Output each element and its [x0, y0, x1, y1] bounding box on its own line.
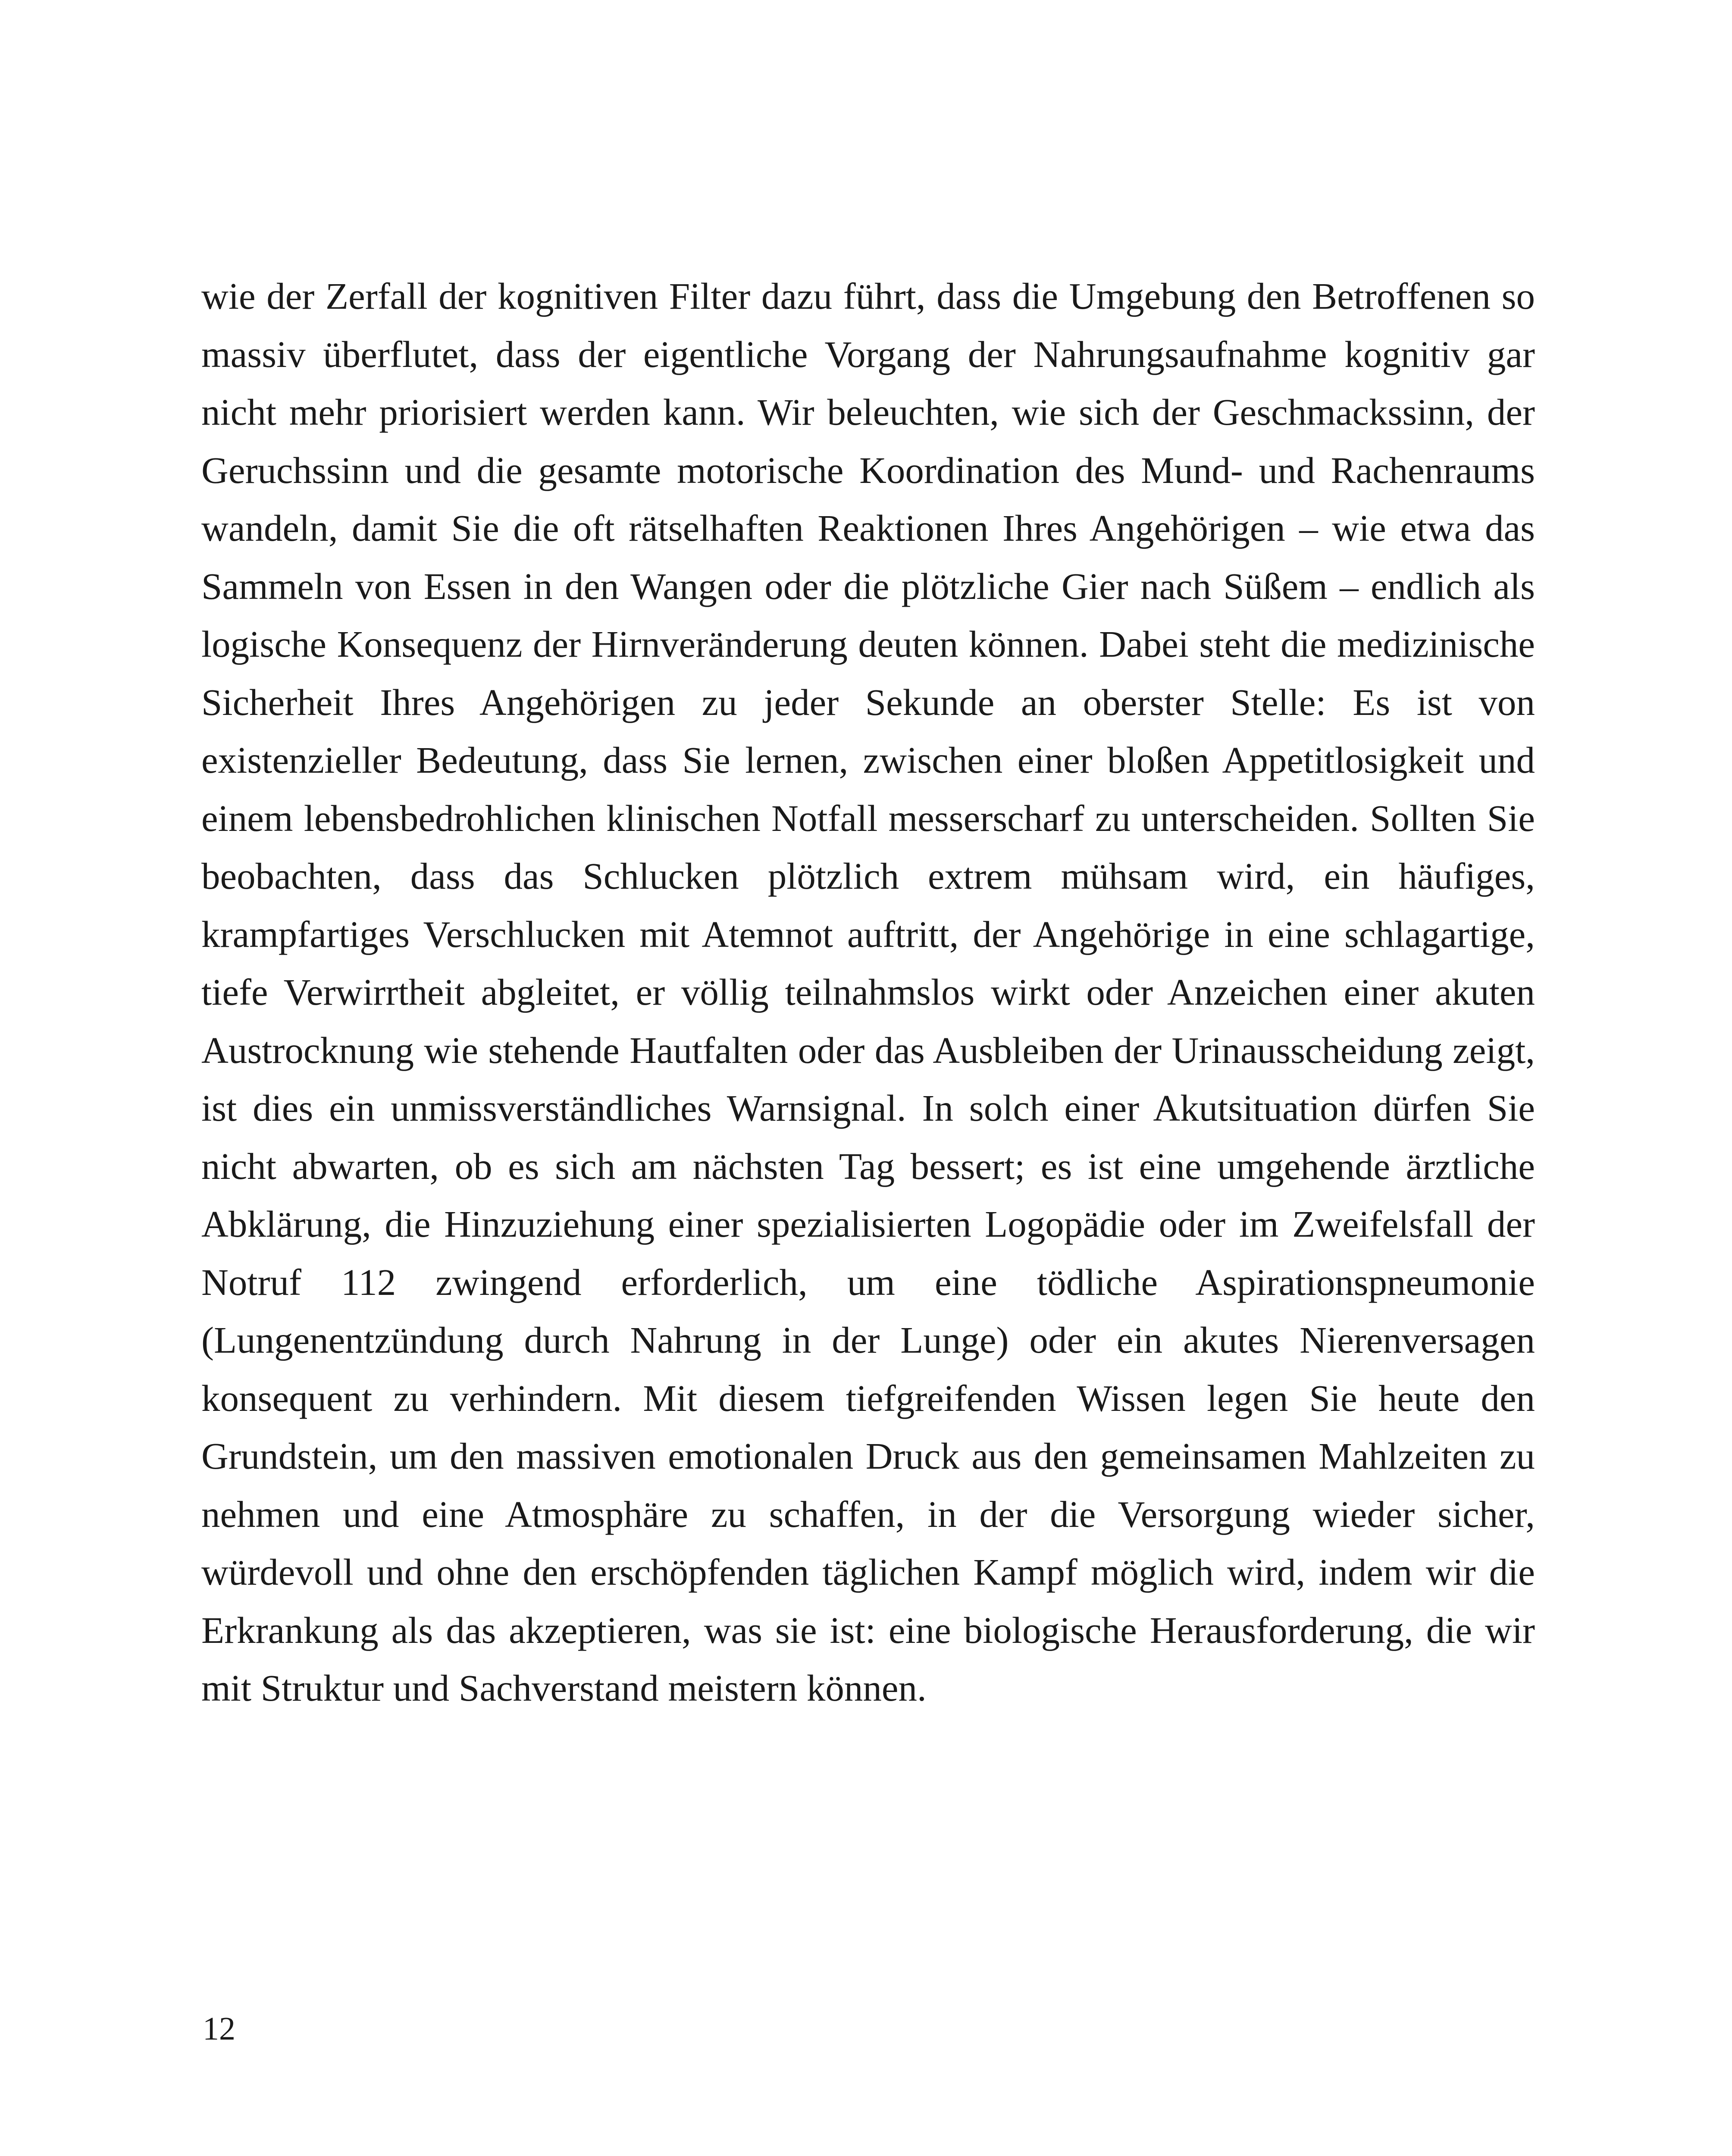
- body-paragraph: wie der Zerfall der kognitiven Filter dazu führt, dass die Umgebung den Betroffenen so massiv überflutet, dass der eigentliche Vorgang der Nahrungsaufnahme kognitiv gar nicht mehr priorisiert werden kann. Wir beleuchten, wie sich der Geschmackssinn, der Geruchssinn und die gesamte motorische Koordination des Mund- und Rachenraums wandeln, damit Sie die oft rätselhaften Reaktionen Ihres Angehörigen – wie etwa das Sammeln von Essen in den Wangen oder die plötzliche Gier nach Süßem – endlich als logische Konsequenz der Hirnveränderung deuten können. Dabei steht die medizinische Sicherheit Ihres Angehörigen zu jeder Sekunde an oberster Stelle: Es ist von existenzieller Bedeutung, dass Sie lernen, zwischen einer bloßen Appetitlosigkeit und einem lebensbedrohlichen klinischen Notfall messerscharf zu unterscheiden. Sollten Sie beobachten, dass das Schlucken plötzlich extrem mühsam wird, ein häufiges, krampfartiges Verschlucken mit Atemnot auftritt, der Angehörige in eine schlagartige, tiefe Verwirrtheit abgleitet, er völlig teilnahmslos wirkt oder Anzeichen einer akuten Austrocknung wie stehende Hautfalten oder das Ausbleiben der Urinausscheidung zeigt, ist dies ein unmissverständliches Warnsignal. In solch einer Akutsituation dürfen Sie nicht abwarten, ob es sich am nächsten Tag bessert; es ist eine umgehende ärztliche Abklärung, die Hinzuziehung einer spezialisierten Logopädie oder im Zweifelsfall der Notruf 112 zwingend erforderlich, um eine tödliche Aspirationspneumonie (Lungenentzündung durch Nahrung in der Lunge) oder ein akutes Nierenversagen konsequent zu verhindern. Mit diesem tiefgreifenden Wissen legen Sie heute den Grundstein, um den massiven emotionalen Druck aus den gemeinsamen Mahlzeiten zu nehmen und eine Atmosphäre zu schaffen, in der die Versorgung wieder sicher, würdevoll und ohne den erschöpfenden täglichen Kampf möglich wird, indem wir die Erkrankung als das akzeptieren, was sie ist: eine biologische Herausforderung, die wir mit Struktur und Sachverstand meistern können.: [201, 275, 1535, 1709]
- page-number: 12: [203, 2011, 235, 2047]
